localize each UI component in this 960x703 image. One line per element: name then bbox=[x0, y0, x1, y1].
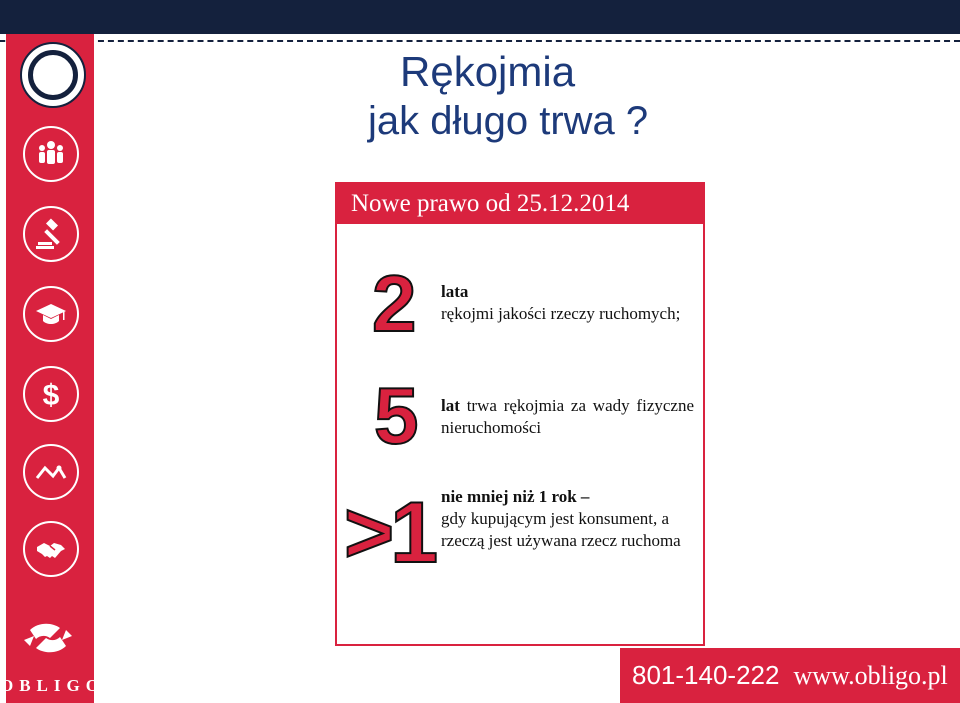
gavel-icon bbox=[23, 206, 79, 262]
logo-ring bbox=[28, 50, 78, 100]
item-text-5 bbox=[441, 395, 694, 439]
contact-footer bbox=[620, 648, 960, 703]
sidebar bbox=[6, 34, 94, 703]
dollar-icon bbox=[23, 366, 79, 422]
brand-name: OBLIGO bbox=[0, 676, 105, 695]
graduation-cap-icon bbox=[23, 286, 79, 342]
logo-circle bbox=[20, 42, 86, 108]
item-bold-gt1: nie mniej niż 1 rok – bbox=[441, 487, 590, 506]
svg-text:$: $ bbox=[42, 379, 60, 410]
item-desc-gt1: gdy kupującym jest konsument, a rzeczą jest używana rzecz ruchoma bbox=[441, 509, 681, 550]
big-number-2: 2 bbox=[372, 259, 417, 348]
website-link[interactable]: www.obligo.pl bbox=[793, 660, 948, 690]
item-text-gt1 bbox=[441, 486, 694, 552]
big-number-5: 5 bbox=[374, 371, 419, 460]
dashed-divider bbox=[88, 40, 960, 42]
item-text-2 bbox=[441, 281, 694, 325]
item-desc-2: rękojmi jakości rzeczy ruchomych; bbox=[441, 304, 681, 323]
phone-number[interactable]: 801-140-222 bbox=[632, 660, 780, 690]
item-bold-5: lat bbox=[441, 396, 460, 415]
panel-header: Nowe prawo od 25.12.2014 bbox=[335, 182, 705, 224]
page-title: Rękojmia bbox=[400, 48, 576, 95]
big-number-gt1: >1 bbox=[344, 485, 435, 581]
top-bar bbox=[0, 0, 960, 34]
item-desc-5: trwa rękojmia za wady fizyczne nieruchomości bbox=[441, 396, 694, 437]
handshake-icon bbox=[23, 521, 79, 577]
page-subtitle: jak długo trwa ? bbox=[368, 99, 649, 143]
people-icon bbox=[23, 126, 79, 182]
trend-line-icon bbox=[23, 444, 79, 500]
item-bold-2: lata bbox=[441, 282, 469, 301]
